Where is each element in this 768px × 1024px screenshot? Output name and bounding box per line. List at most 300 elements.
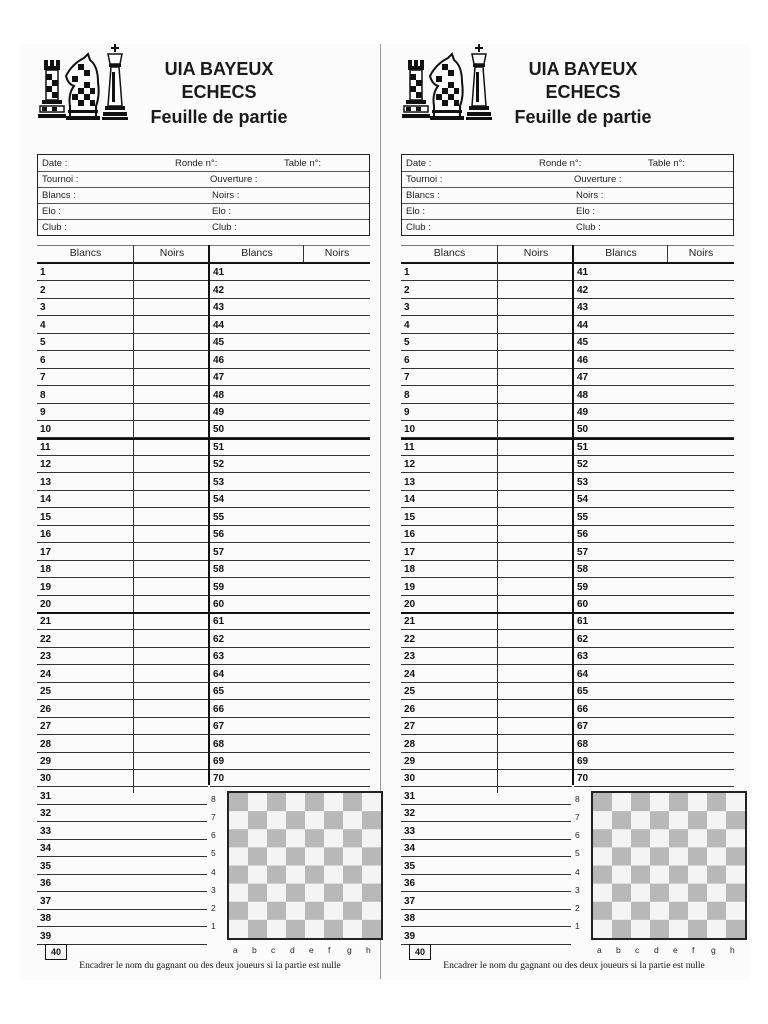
move-number: 70 — [577, 773, 589, 785]
move-row[interactable] — [401, 683, 572, 700]
move-row[interactable] — [574, 264, 734, 281]
black-player-field[interactable]: Noirs : — [212, 190, 240, 201]
move-row[interactable] — [574, 508, 734, 525]
chess-pieces-logo-icon — [38, 44, 132, 124]
board-square-dark — [726, 847, 745, 865]
move-row[interactable] — [401, 491, 572, 508]
rank-label: 2 — [575, 902, 580, 913]
move-number: 36 — [404, 878, 416, 890]
move-row[interactable] — [574, 456, 734, 473]
move-row[interactable] — [37, 735, 208, 752]
move-row[interactable] — [37, 561, 208, 578]
move-row[interactable] — [401, 508, 572, 525]
move-row[interactable] — [574, 596, 734, 613]
move-row[interactable] — [401, 404, 572, 421]
board-square-dark — [593, 866, 612, 884]
move-number: 60 — [213, 598, 225, 610]
file-label: g — [711, 945, 716, 955]
move-number: 17 — [404, 546, 416, 558]
header-black-2: Noirs — [324, 247, 350, 259]
move-row[interactable] — [574, 683, 734, 700]
move-row[interactable] — [574, 351, 734, 368]
tournament-field[interactable]: Tournoi : — [406, 174, 443, 185]
move-number: 11 — [40, 441, 51, 453]
white-elo-field[interactable]: Elo : — [42, 206, 62, 217]
move-number: 33 — [404, 825, 416, 837]
move-row[interactable] — [210, 613, 370, 630]
move-row[interactable] — [37, 369, 208, 386]
board-square-dark — [324, 847, 343, 865]
move-row[interactable] — [574, 281, 734, 298]
move-number: 61 — [213, 616, 225, 628]
board-square-dark — [305, 902, 324, 920]
move-number: 55 — [213, 511, 225, 523]
move-row[interactable] — [37, 875, 207, 892]
move-number: 64 — [213, 668, 225, 680]
move-number: 51 — [213, 441, 225, 453]
move-number: 54 — [577, 494, 589, 506]
game-info-box — [37, 154, 370, 236]
move-row[interactable] — [574, 386, 734, 403]
move-row[interactable] — [401, 630, 572, 647]
board-square-dark — [612, 847, 631, 865]
move-row[interactable] — [574, 665, 734, 682]
move-number: 62 — [577, 633, 589, 645]
table-field[interactable]: Table n°: — [648, 158, 686, 169]
move-row[interactable] — [210, 421, 370, 438]
move-row[interactable] — [401, 840, 571, 857]
board-square-dark — [362, 884, 381, 902]
info-row-date — [38, 155, 369, 172]
move-row[interactable] — [574, 561, 734, 578]
move-row[interactable] — [37, 351, 208, 368]
board-square-dark — [343, 902, 362, 920]
move-number: 12 — [40, 459, 52, 471]
info-row-club — [38, 219, 369, 235]
board-square-dark — [631, 829, 650, 847]
move-number: 43 — [577, 302, 589, 314]
board-square-dark — [688, 847, 707, 865]
move-row[interactable] — [37, 316, 208, 333]
move-row[interactable] — [37, 281, 208, 298]
move-row[interactable] — [37, 788, 207, 805]
move-row[interactable] — [210, 683, 370, 700]
rank-label: 7 — [575, 812, 580, 823]
file-label: c — [271, 945, 276, 955]
move-number: 39 — [404, 930, 416, 942]
move-number: 61 — [577, 616, 589, 628]
move-number: 42 — [213, 284, 225, 296]
info-row-tournament — [402, 171, 733, 188]
move-row[interactable] — [37, 613, 208, 630]
move-number: 33 — [40, 825, 52, 837]
header-black-1: Noirs — [159, 247, 185, 259]
move-row[interactable] — [574, 735, 734, 752]
move-row[interactable] — [37, 473, 208, 490]
board-square-dark — [593, 793, 612, 811]
move-number: 59 — [577, 581, 589, 593]
board-square-dark — [229, 793, 248, 811]
move-number: 47 — [213, 372, 225, 384]
move-row[interactable] — [37, 700, 208, 717]
move-row[interactable] — [37, 578, 208, 595]
move-row[interactable] — [210, 543, 370, 560]
info-row-club — [402, 219, 733, 235]
move-number: 53 — [213, 476, 225, 488]
scoresheet-right — [385, 44, 735, 979]
move-number: 50 — [213, 424, 225, 436]
move-row[interactable] — [210, 369, 370, 386]
header-white-1: Blancs — [69, 247, 102, 259]
move-row[interactable] — [37, 334, 208, 351]
date-field[interactable]: Date : — [42, 158, 68, 169]
move-number: 27 — [40, 721, 52, 733]
move-row[interactable] — [401, 334, 572, 351]
rank-label: 1 — [211, 920, 216, 931]
move-number: 10 — [404, 424, 416, 436]
move-row[interactable] — [574, 648, 734, 665]
move-row[interactable] — [37, 421, 208, 438]
board-square-dark — [267, 829, 286, 847]
diagram-board[interactable] — [591, 791, 747, 940]
move-row[interactable] — [401, 596, 572, 613]
move-row[interactable] — [37, 648, 208, 665]
move-row[interactable] — [37, 508, 208, 525]
move-row[interactable] — [37, 910, 207, 927]
board-square-dark — [286, 811, 305, 829]
board-square-dark — [669, 829, 688, 847]
move-row[interactable] — [37, 543, 208, 560]
move-row[interactable] — [210, 439, 370, 456]
move-row[interactable] — [37, 770, 208, 787]
file-label: h — [730, 945, 735, 955]
move-row[interactable] — [37, 805, 207, 822]
move-row[interactable] — [37, 718, 208, 735]
move-row[interactable] — [574, 578, 734, 595]
move-row[interactable] — [574, 700, 734, 717]
file-label: f — [328, 945, 331, 955]
move-number: 63 — [213, 651, 225, 663]
move-row[interactable] — [210, 508, 370, 525]
board-square-dark — [593, 829, 612, 847]
white-player-field[interactable]: Blancs : — [406, 190, 440, 201]
move-row[interactable] — [401, 543, 572, 560]
move-row[interactable] — [401, 927, 571, 944]
move-row[interactable] — [37, 892, 207, 909]
move-number: 63 — [577, 651, 589, 663]
move-row[interactable] — [210, 700, 370, 717]
move-number: 9 — [404, 407, 410, 419]
date-field[interactable]: Date : — [406, 158, 432, 169]
move-row[interactable] — [210, 596, 370, 613]
move-40-box: 40 — [409, 944, 431, 960]
move-number: 2 — [40, 284, 46, 296]
board-square-dark — [650, 847, 669, 865]
move-row[interactable] — [210, 526, 370, 543]
board-square-dark — [286, 847, 305, 865]
move-row[interactable] — [37, 665, 208, 682]
file-label: h — [366, 945, 371, 955]
board-square-dark — [650, 920, 669, 938]
info-row-elo — [38, 203, 369, 220]
move-row[interactable] — [401, 526, 572, 543]
board-square-dark — [707, 866, 726, 884]
move-row[interactable] — [37, 386, 208, 403]
move-number: 44 — [213, 319, 225, 331]
move-number: 21 — [404, 616, 416, 628]
move-row[interactable] — [574, 404, 734, 421]
move-row[interactable] — [401, 700, 572, 717]
move-row[interactable] — [574, 316, 734, 333]
move-number: 54 — [213, 494, 225, 506]
board-square-dark — [324, 811, 343, 829]
chess-rook-icon — [402, 60, 430, 118]
move-row[interactable] — [210, 473, 370, 490]
move-row[interactable] — [401, 910, 571, 927]
move-row[interactable] — [574, 630, 734, 647]
move-number: 34 — [404, 843, 416, 855]
move-row[interactable] — [401, 805, 571, 822]
opening-field[interactable]: Ouverture : — [210, 174, 258, 185]
sheet-title: Feuille de partie — [150, 107, 288, 127]
move-number: 64 — [577, 668, 589, 680]
sheet-title: Feuille de partie — [514, 107, 652, 127]
board-square-dark — [669, 902, 688, 920]
round-field[interactable]: Ronde n°: — [539, 158, 582, 169]
move-row[interactable] — [210, 630, 370, 647]
move-row[interactable] — [210, 735, 370, 752]
move-number: 43 — [213, 302, 225, 314]
move-40-box: 40 — [45, 944, 67, 960]
header-white-1: Blancs — [433, 247, 466, 259]
rank-label: 4 — [575, 866, 580, 877]
move-row[interactable] — [210, 561, 370, 578]
move-row[interactable] — [37, 683, 208, 700]
move-row[interactable] — [210, 648, 370, 665]
move-number: 6 — [404, 354, 410, 366]
move-row[interactable] — [574, 718, 734, 735]
move-number: 51 — [577, 441, 589, 453]
board-square-dark — [305, 793, 324, 811]
move-row[interactable] — [401, 578, 572, 595]
move-row[interactable] — [210, 718, 370, 735]
file-label: e — [309, 945, 314, 955]
move-number: 68 — [213, 738, 225, 750]
move-row[interactable] — [210, 770, 370, 787]
move-row[interactable] — [401, 386, 572, 403]
black-elo-field[interactable]: Elo : — [212, 206, 232, 217]
white-club-field[interactable]: Club : — [406, 222, 431, 233]
scoresheet-left — [21, 44, 371, 979]
opening-field[interactable]: Ouverture : — [574, 174, 622, 185]
move-row[interactable] — [210, 316, 370, 333]
rank-label: 8 — [575, 794, 580, 804]
move-row[interactable] — [401, 665, 572, 682]
move-row[interactable] — [401, 857, 571, 874]
board-square-dark — [362, 847, 381, 865]
move-row[interactable] — [574, 526, 734, 543]
move-number: 22 — [404, 633, 416, 645]
move-row[interactable] — [210, 665, 370, 682]
diagram-board[interactable] — [227, 791, 383, 940]
tournament-field[interactable]: Tournoi : — [42, 174, 79, 185]
move-number: 59 — [213, 581, 225, 593]
move-number: 58 — [577, 564, 589, 576]
move-number: 68 — [577, 738, 589, 750]
white-club-field[interactable]: Club : — [42, 222, 67, 233]
board-square-dark — [612, 920, 631, 938]
move-number: 69 — [577, 756, 589, 768]
move-row[interactable] — [210, 456, 370, 473]
move-row[interactable] — [574, 613, 734, 630]
rank-label: 6 — [211, 830, 216, 841]
move-number: 41 — [213, 267, 225, 279]
move-number: 31 — [40, 790, 52, 802]
move-number: 18 — [40, 564, 52, 576]
move-row[interactable] — [401, 822, 571, 839]
black-club-field[interactable]: Club : — [212, 222, 237, 233]
rank-label: 1 — [575, 920, 580, 931]
move-row[interactable] — [37, 404, 208, 421]
move-row[interactable] — [401, 439, 572, 456]
move-number: 1 — [404, 267, 410, 279]
move-row[interactable] — [401, 421, 572, 438]
move-row[interactable] — [210, 578, 370, 595]
move-row[interactable] — [37, 439, 208, 456]
column-divider — [303, 245, 304, 262]
move-number: 52 — [577, 459, 589, 471]
board-square-dark — [248, 847, 267, 865]
move-row[interactable] — [37, 264, 208, 281]
move-row[interactable] — [401, 299, 572, 316]
move-row[interactable] — [574, 491, 734, 508]
move-number: 56 — [213, 529, 225, 541]
move-number: 60 — [577, 598, 589, 610]
move-number: 62 — [213, 633, 225, 645]
move-row[interactable] — [37, 630, 208, 647]
move-row[interactable] — [210, 404, 370, 421]
move-row[interactable] — [401, 613, 572, 630]
file-label: f — [692, 945, 695, 955]
move-row[interactable] — [401, 770, 572, 787]
move-row[interactable] — [401, 369, 572, 386]
move-row[interactable] — [210, 264, 370, 281]
move-row[interactable] — [37, 857, 207, 874]
black-player-field[interactable]: Noirs : — [576, 190, 604, 201]
move-number: 5 — [40, 337, 46, 349]
move-row[interactable] — [210, 753, 370, 770]
move-row[interactable] — [574, 421, 734, 438]
move-number: 28 — [40, 738, 52, 750]
black-elo-field[interactable]: Elo : — [576, 206, 596, 217]
move-row[interactable] — [401, 264, 572, 281]
move-number: 26 — [404, 703, 416, 715]
move-row[interactable] — [574, 770, 734, 787]
white-elo-field[interactable]: Elo : — [406, 206, 426, 217]
move-row[interactable] — [401, 473, 572, 490]
board-square-dark — [726, 920, 745, 938]
move-row[interactable] — [401, 456, 572, 473]
move-row[interactable] — [401, 875, 571, 892]
move-number: 45 — [577, 337, 589, 349]
move-number: 31 — [404, 790, 416, 802]
move-row[interactable] — [574, 334, 734, 351]
file-label: d — [290, 945, 295, 955]
move-number: 58 — [213, 564, 225, 576]
move-row[interactable] — [401, 351, 572, 368]
move-row[interactable] — [37, 753, 208, 770]
move-row[interactable] — [574, 369, 734, 386]
move-row[interactable] — [401, 718, 572, 735]
move-row[interactable] — [401, 316, 572, 333]
move-number: 12 — [404, 459, 416, 471]
board-square-dark — [631, 866, 650, 884]
board-square-dark — [286, 920, 305, 938]
move-row[interactable] — [210, 351, 370, 368]
black-club-field[interactable]: Club : — [576, 222, 601, 233]
move-number: 20 — [40, 598, 52, 610]
move-row[interactable] — [210, 281, 370, 298]
move-row[interactable] — [401, 788, 571, 805]
move-row[interactable] — [401, 561, 572, 578]
move-row[interactable] — [37, 596, 208, 613]
round-field[interactable]: Ronde n°: — [175, 158, 218, 169]
move-row[interactable] — [37, 456, 208, 473]
board-square-dark — [324, 920, 343, 938]
club-subtitle: ECHECS — [545, 82, 621, 102]
rank-label: 4 — [211, 866, 216, 877]
move-row[interactable] — [401, 892, 571, 909]
game-info-box — [401, 154, 734, 236]
move-number: 45 — [213, 337, 225, 349]
move-row[interactable] — [401, 648, 572, 665]
move-row[interactable] — [574, 439, 734, 456]
move-number: 22 — [40, 633, 52, 645]
move-number: 34 — [40, 843, 52, 855]
club-subtitle: ECHECS — [181, 82, 257, 102]
move-number: 25 — [404, 686, 416, 698]
move-row[interactable] — [210, 334, 370, 351]
move-row[interactable] — [210, 491, 370, 508]
move-row[interactable] — [210, 299, 370, 316]
move-row[interactable] — [37, 491, 208, 508]
chess-pieces-logo-icon — [402, 44, 496, 124]
move-number: 24 — [40, 668, 52, 680]
move-row[interactable] — [574, 753, 734, 770]
group-separator — [37, 612, 370, 614]
move-row[interactable] — [210, 386, 370, 403]
move-row[interactable] — [574, 543, 734, 560]
move-number: 3 — [404, 302, 410, 314]
move-row[interactable] — [37, 822, 207, 839]
move-row[interactable] — [37, 927, 207, 944]
board-square-dark — [707, 829, 726, 847]
move-row[interactable] — [401, 735, 572, 752]
move-row[interactable] — [574, 299, 734, 316]
move-number: 19 — [40, 581, 52, 593]
move-row[interactable] — [574, 473, 734, 490]
white-player-field[interactable]: Blancs : — [42, 190, 76, 201]
move-row[interactable] — [401, 753, 572, 770]
move-row[interactable] — [401, 281, 572, 298]
move-row[interactable] — [37, 526, 208, 543]
move-row[interactable] — [37, 299, 208, 316]
move-row[interactable] — [37, 840, 207, 857]
table-field[interactable]: Table n°: — [284, 158, 322, 169]
board-square-dark — [688, 884, 707, 902]
move-number: 38 — [40, 913, 52, 925]
board-square-dark — [631, 793, 650, 811]
